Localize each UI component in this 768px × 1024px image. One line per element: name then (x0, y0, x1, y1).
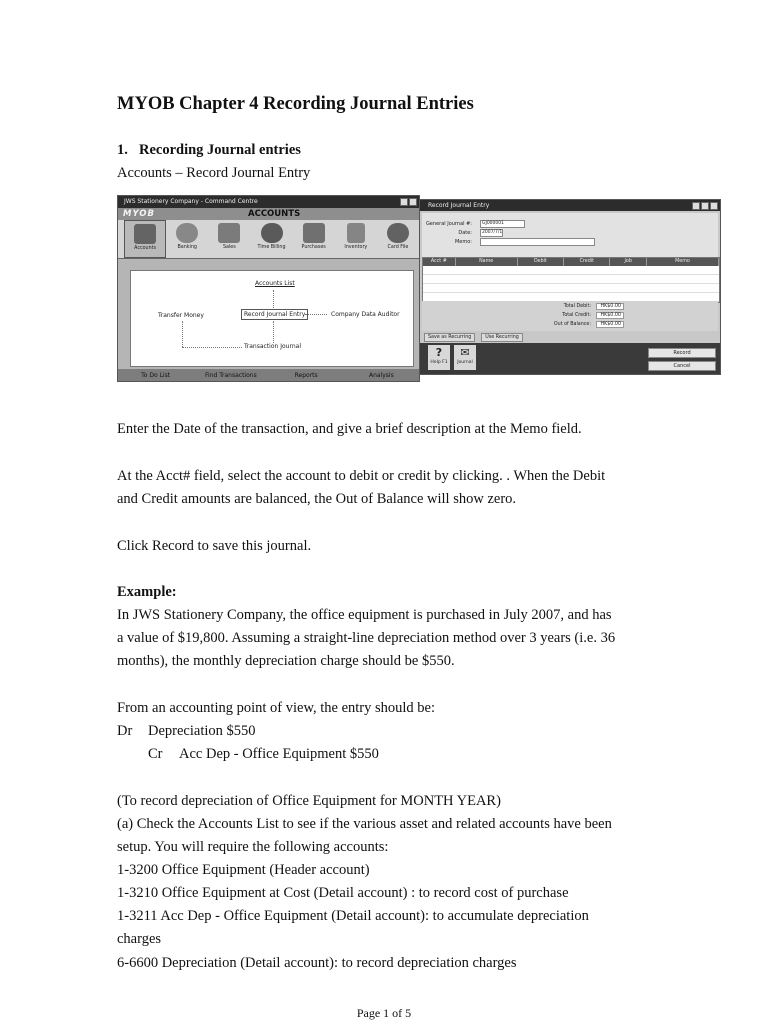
account-item: 1-3200 Office Equipment (Header account) (117, 862, 370, 878)
close-icon[interactable] (710, 202, 718, 210)
paragraph: and Credit amounts are balanced, the Out of Balance will show zero. (117, 491, 517, 507)
subheading: Accounts – Record Journal Entry (117, 165, 311, 181)
rje-bottom-bar (420, 343, 720, 374)
accounts-list-link[interactable]: Accounts List (255, 280, 295, 287)
paragraph: a value of $19,800. Assuming a straight-line depreciation method over 3 years (i.e. 36 (117, 630, 616, 646)
column-header: Job (610, 258, 647, 266)
page-footer: Page 1 of 5 (356, 1006, 412, 1020)
command-centre-header (118, 208, 419, 220)
journal-icon: ✉ (460, 346, 470, 359)
command-centre-screenshot (117, 195, 420, 382)
to-do-list-button[interactable]: To Do List (141, 371, 171, 379)
date-label: Date: (458, 230, 472, 236)
tab-banking[interactable] (166, 220, 208, 258)
total-credit-label: Total Credit: (562, 313, 591, 318)
use-recurring-button[interactable]: Use Recurring (481, 333, 523, 342)
help-label: Help F1 (430, 360, 448, 365)
minimize-icon[interactable] (400, 198, 408, 206)
paragraph: months), the monthly depreciation charge should be $550. (117, 653, 455, 669)
window-controls (400, 198, 417, 206)
transfer-money-link[interactable]: Transfer Money (158, 312, 204, 319)
flow-connector (182, 347, 242, 348)
gj-number-field[interactable]: GJ000001 (480, 220, 525, 228)
section-number: 1. (117, 142, 128, 158)
tab-label: Time Billing (257, 245, 286, 250)
minimize-icon[interactable] (692, 202, 700, 210)
account-item: 6-6600 Depreciation (Detail account): to record depreciation charges (117, 955, 517, 971)
tab-sales[interactable] (208, 220, 250, 258)
tab-accounts[interactable] (124, 220, 166, 258)
out-of-balance-value: HK$0.00 (596, 321, 624, 328)
account-item: 1-3210 Office Equipment at Cost (Detail account) : to record cost of purchase (117, 885, 569, 901)
paragraph: (a) Check the Accounts List to see if the various asset and related accounts have been (117, 816, 612, 832)
table-row[interactable] (423, 284, 719, 293)
total-debit-value: HK$0.00 (596, 303, 624, 310)
column-header: Credit (564, 258, 610, 266)
tab-time-billing[interactable] (250, 220, 292, 258)
inventory-icon (347, 223, 365, 243)
total-debit-label: Total Debit: (563, 304, 591, 309)
tab-card-file[interactable] (377, 220, 419, 258)
table-row[interactable] (423, 266, 719, 275)
account-item: 1-3211 Acc Dep - Office Equipment (Detail account): to accumulate depreciation (117, 908, 589, 924)
tab-label: Inventory (344, 245, 368, 250)
journal-lines-grid (422, 257, 720, 303)
dr-label: Dr (117, 723, 133, 739)
date-field[interactable]: 2007/7/1 (482, 230, 503, 235)
cr-label: Cr (148, 746, 163, 762)
section-heading (117, 142, 301, 159)
document-title: MYOB Chapter 4 Recording Journal Entries (117, 94, 474, 114)
record-journal-entry-link[interactable]: Record Journal Entry (241, 309, 308, 320)
accounts-flow-panel (130, 270, 414, 367)
journal-label: Journal (457, 360, 473, 365)
module-tabs (118, 220, 419, 259)
grid-header (423, 258, 719, 266)
myob-logo: MYOB (123, 209, 156, 219)
paragraph: From an accounting point of view, the entry should be: (117, 700, 435, 716)
account-item-continued: charges (117, 931, 162, 947)
maximize-icon[interactable] (701, 202, 709, 210)
column-header: Debit (518, 258, 564, 266)
section-title: ACCOUNTS (248, 209, 301, 219)
find-transactions-button[interactable]: Find Transactions (205, 371, 257, 379)
record-journal-entry-screenshot (419, 199, 721, 375)
column-header: Name (456, 258, 518, 266)
paragraph: setup. You will require the following accounts: (117, 839, 389, 855)
total-credit-value: HK$0.00 (596, 312, 624, 319)
rje-titlebar (420, 200, 720, 211)
command-centre-window-title: JWS Stationery Company - Command Centre (124, 198, 258, 205)
close-icon[interactable] (409, 198, 417, 206)
recurring-options (424, 333, 523, 342)
tab-label: Card File (387, 245, 409, 250)
card-file-icon (387, 223, 409, 243)
flow-connector (273, 290, 274, 308)
journal-button[interactable] (454, 345, 476, 370)
flow-connector (305, 314, 327, 315)
analysis-button[interactable]: Analysis (369, 371, 394, 379)
totals-panel (422, 301, 718, 331)
save-as-recurring-button[interactable]: Save as Recurring (424, 333, 475, 342)
reports-button[interactable]: Reports (294, 371, 318, 379)
paragraph: Enter the Date of the transaction, and give a brief description at the Memo field. (117, 421, 582, 437)
help-button[interactable] (428, 345, 450, 370)
journal-header-form (422, 213, 718, 257)
record-button[interactable]: Record (648, 348, 716, 358)
accounts-icon (134, 224, 156, 244)
tab-label: Banking (177, 245, 197, 250)
help-icon: ? (435, 346, 443, 359)
command-centre-titlebar (118, 196, 419, 208)
table-row[interactable] (423, 275, 719, 284)
out-of-balance-label: Out of Balance: (553, 322, 591, 327)
window-controls (692, 202, 718, 210)
company-data-auditor-link[interactable]: Company Data Auditor (331, 311, 400, 318)
cr-text: Acc Dep - Office Equipment $550 (179, 746, 379, 762)
command-centre-bottom-bar (118, 369, 419, 381)
time-billing-icon (261, 223, 283, 243)
memo-label: Memo: (454, 239, 472, 245)
tab-inventory[interactable] (335, 220, 377, 258)
rje-window-title: Record Journal Entry (428, 202, 490, 209)
column-header: Memo (647, 258, 719, 266)
sales-icon (218, 223, 240, 243)
flow-connector (182, 321, 183, 347)
purchases-icon (303, 223, 325, 243)
section-heading-text: Recording Journal entries (139, 142, 301, 158)
memo-field[interactable] (480, 238, 595, 246)
example-heading: Example: (117, 584, 177, 600)
gj-label: General Journal #: (425, 221, 472, 227)
paragraph: At the Acct# field, select the account to debit or credit by clicking. . When the Debit (117, 468, 606, 484)
paragraph: Click Record to save this journal. (117, 538, 312, 554)
tab-label: Purchases (301, 245, 326, 250)
transaction-journal-link[interactable]: Transaction Journal (244, 343, 301, 350)
flow-connector (273, 321, 274, 343)
tab-label: Sales (222, 245, 236, 250)
column-header: Acct # (423, 258, 456, 266)
cancel-button[interactable]: Cancel (648, 361, 716, 371)
paragraph: In JWS Stationery Company, the office equipment is purchased in July 2007, and has (117, 607, 612, 623)
credit-entry (148, 743, 379, 767)
tab-label: Accounts (134, 246, 157, 251)
debit-entry (117, 720, 256, 744)
tab-purchases[interactable] (293, 220, 335, 258)
dr-text: Depreciation $550 (148, 723, 256, 739)
banking-icon (176, 223, 198, 243)
paragraph: (To record depreciation of Office Equipment for MONTH YEAR) (117, 793, 501, 809)
